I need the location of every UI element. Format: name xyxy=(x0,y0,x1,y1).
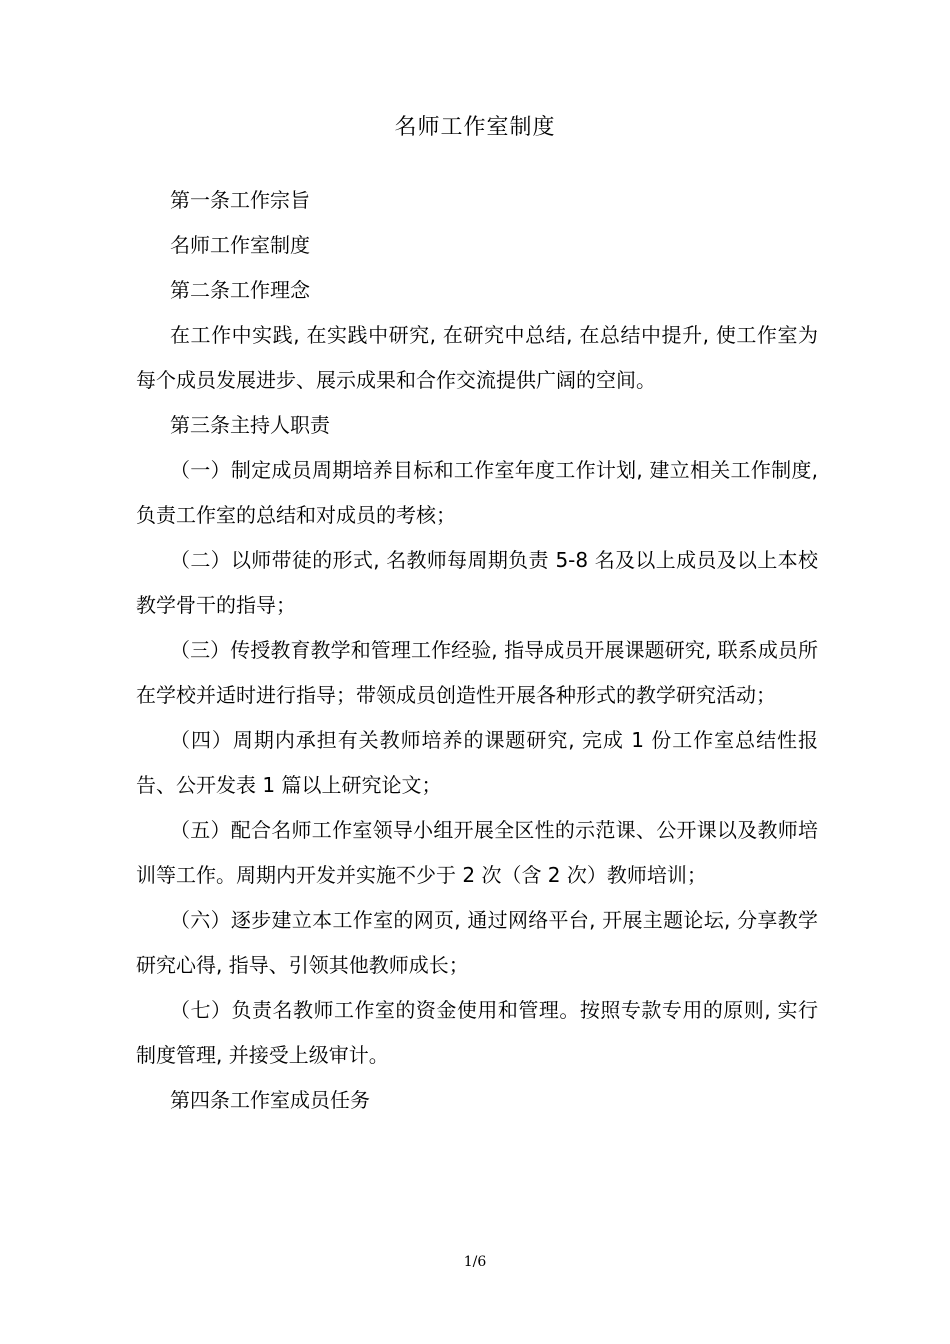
paragraph-philosophy: 在工作中实践, 在实践中研究, 在研究中总结, 在总结中提升, 使工作室为每个成员发展进步、展示成果和合作交流提供广阔的空间。 xyxy=(136,323,818,392)
duty-item-2: （二）以师带徒的形式, 名教师每周期负责 5-8 名及以上成员及以上本校教学骨干的指导； xyxy=(136,548,818,617)
duty-item-5: （五）配合名师工作室领导小组开展全区性的示范课、公开课以及教师培训等工作。周期内开发并实施不少于 2 次（含 2 次）教师培训； xyxy=(136,818,818,887)
duty-item-3: （三）传授教育教学和管理工作经验, 指导成员开展课题研究, 联系成员所在学校并适时进行指导；带领成员创造性开展各种形式的教学研究活动； xyxy=(136,638,818,707)
section-heading-4: 第四条工作室成员任务 xyxy=(170,1088,370,1112)
document-body xyxy=(136,178,818,1123)
document-title: 名师工作室制度 xyxy=(394,115,556,140)
paragraph-purpose: 名师工作室制度 xyxy=(170,233,310,257)
section-heading-2: 第二条工作理念 xyxy=(170,278,310,302)
duty-item-7: （七）负责名教师工作室的资金使用和管理。按照专款专用的原则, 实行制度管理, 并接受上级审计。 xyxy=(136,998,818,1067)
page-number: 1/6 xyxy=(463,1254,487,1270)
section-heading-1: 第一条工作宗旨 xyxy=(170,188,310,212)
duty-item-6: （六）逐步建立本工作室的网页, 通过网络平台, 开展主题论坛, 分享教学研究心得, 指导、引领其他教师成长； xyxy=(136,908,818,977)
duty-item-1: （一）制定成员周期培养目标和工作室年度工作计划, 建立相关工作制度, 负责工作室的总结和对成员的考核； xyxy=(136,458,818,527)
duty-item-4: （四）周期内承担有关教师培养的课题研究, 完成 1 份工作室总结性报告、公开发表 1 篇以上研究论文； xyxy=(136,728,818,797)
section-heading-3: 第三条主持人职责 xyxy=(170,413,330,437)
